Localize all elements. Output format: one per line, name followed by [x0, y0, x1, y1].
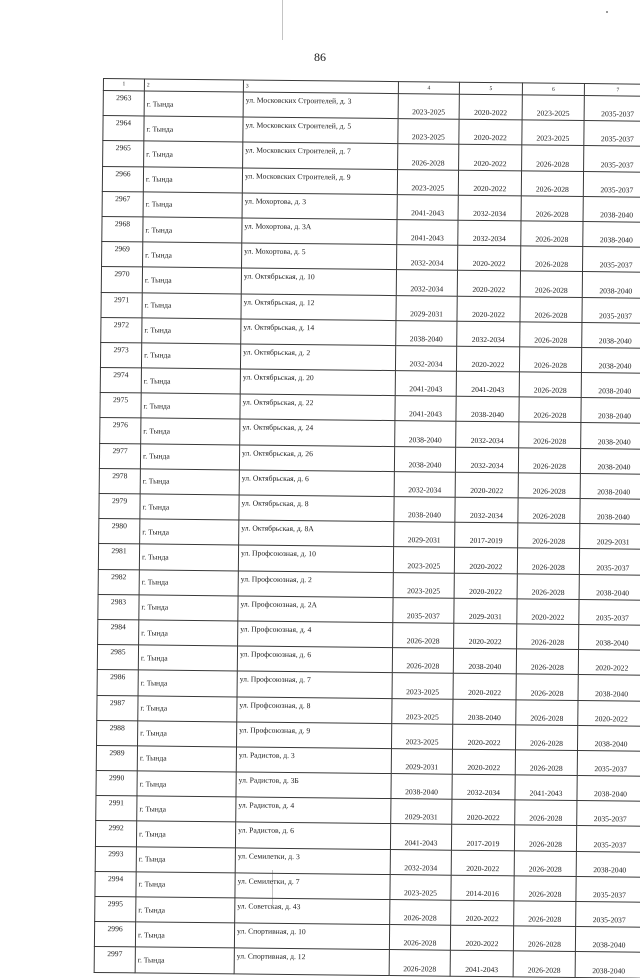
- period-col4-cell: 2029-2031: [394, 522, 455, 548]
- row-number-cell: 2977: [99, 443, 140, 469]
- period-col7-cell: 2038-2040: [575, 952, 640, 978]
- settlement-cell: г. Тында: [142, 318, 241, 344]
- period-col7-cell: 2035-2037: [584, 96, 640, 122]
- settlement-cell: г. Тында: [137, 746, 236, 772]
- address-cell: ул. Октябрьская, д. 22: [240, 394, 395, 421]
- row-number-cell: 2989: [96, 745, 137, 771]
- period-col5-cell: 2020-2022: [453, 674, 516, 700]
- period-col6-cell: 2026-2028: [521, 221, 583, 247]
- period-col7-cell: 2038-2040: [577, 776, 640, 802]
- address-cell: ул. Московских Строителей, д. 3: [243, 92, 398, 119]
- period-col7-cell: 2035-2037: [579, 599, 640, 625]
- period-col6-cell: 2026-2028: [521, 170, 583, 196]
- address-cell: ул. Советская, д. 43: [235, 898, 390, 925]
- period-col4-cell: 2023-2025: [398, 119, 459, 145]
- period-col6-cell: 2026-2028: [514, 901, 576, 927]
- settlement-cell: г. Тында: [141, 343, 240, 369]
- period-col5-cell: 2032-2034: [458, 220, 521, 246]
- address-cell: ул. Октябрьская, д. 10: [241, 268, 396, 295]
- settlement-cell: г. Тында: [144, 116, 243, 142]
- row-number-cell: 2990: [96, 771, 137, 797]
- settlement-cell: г. Тында: [140, 519, 239, 545]
- column-header: 7: [584, 84, 640, 97]
- address-cell: ул. Семилетки, д. 7: [235, 873, 390, 900]
- row-number-cell: 2991: [96, 796, 137, 822]
- period-col7-cell: 2035-2037: [576, 826, 640, 852]
- period-col7-cell: 2038-2040: [579, 624, 640, 650]
- period-col6-cell: 2026-2028: [516, 649, 578, 675]
- settlement-cell: г. Тында: [135, 922, 234, 948]
- period-col6-cell: 2026-2028: [515, 800, 577, 826]
- period-col7-cell: 2035-2037: [582, 247, 640, 273]
- address-cell: ул. Профсоюзная, д. 6: [237, 646, 392, 673]
- settlement-cell: г. Тында: [137, 771, 236, 797]
- settlement-cell: г. Тында: [136, 821, 235, 847]
- period-col6-cell: 2026-2028: [514, 876, 576, 902]
- address-cell: ул. Спортивная, д. 10: [234, 923, 389, 950]
- period-col6-cell: 2026-2028: [514, 825, 576, 851]
- address-cell: ул. Октябрьская, д. 14: [241, 319, 396, 346]
- period-col5-cell: 2038-2040: [456, 396, 519, 422]
- period-col7-cell: 2038-2040: [577, 725, 640, 751]
- period-col7-cell: 2035-2037: [584, 121, 640, 147]
- period-col4-cell: 2041-2043: [390, 824, 451, 850]
- column-header: 1: [103, 79, 144, 91]
- housing-schedule-table: [94, 78, 640, 978]
- period-col5-cell: 2020-2022: [458, 245, 521, 271]
- period-col5-cell: 2032-2034: [455, 447, 518, 473]
- period-col5-cell: 2020-2022: [452, 799, 515, 825]
- row-number-cell: 2967: [102, 191, 143, 217]
- address-cell: ул. Мохортова, д. 5: [242, 243, 397, 270]
- period-col6-cell: 2026-2028: [517, 624, 579, 650]
- period-col6-cell: 2026-2028: [520, 296, 582, 322]
- period-col6-cell: 2026-2028: [518, 498, 580, 524]
- period-col6-cell: 2020-2022: [517, 599, 579, 625]
- period-col5-cell: 2020-2022: [456, 346, 519, 372]
- settlement-cell: г. Тында: [141, 418, 240, 444]
- period-col4-cell: 2029-2031: [396, 295, 457, 321]
- period-col7-cell: 2020-2022: [578, 700, 640, 726]
- row-number-cell: 2968: [102, 216, 143, 242]
- address-cell: ул. Октябрьская, д. 6: [239, 470, 394, 497]
- document-sheet: [94, 78, 635, 978]
- period-col6-cell: 2023-2025: [522, 95, 584, 121]
- period-col6-cell: 2026-2028: [520, 271, 582, 297]
- row-number-cell: 2971: [101, 292, 142, 318]
- address-cell: ул. Профсоюзная, д. 2А: [238, 596, 393, 623]
- column-header: 2: [144, 79, 243, 92]
- period-col6-cell: 2026-2028: [518, 473, 580, 499]
- period-col4-cell: 2032-2034: [396, 270, 457, 296]
- address-cell: ул. Московских Строителей, д. 5: [243, 117, 398, 144]
- row-number-cell: 2979: [99, 493, 140, 519]
- address-cell: ул. Октябрьская, д. 26: [239, 445, 394, 472]
- period-col7-cell: 2038-2040: [581, 347, 640, 373]
- row-number-cell: 2997: [94, 947, 135, 973]
- settlement-cell: г. Тында: [139, 544, 238, 570]
- settlement-cell: г. Тында: [143, 242, 242, 268]
- address-cell: ул. Профсоюзная, д. 8: [237, 696, 392, 723]
- address-cell: ул. Радистов, д. 4: [236, 797, 391, 824]
- period-col6-cell: 2026-2028: [521, 196, 583, 222]
- period-col7-cell: 2038-2040: [580, 499, 640, 525]
- address-cell: ул. Радистов, д. 6: [235, 822, 390, 849]
- period-col6-cell: 2026-2028: [517, 573, 579, 599]
- period-col4-cell: 2026-2028: [389, 925, 450, 951]
- period-col6-cell: 2026-2028: [519, 422, 581, 448]
- period-col7-cell: 2038-2040: [581, 373, 640, 399]
- row-number-cell: 2993: [95, 846, 136, 872]
- period-col4-cell: 2032-2034: [395, 345, 456, 371]
- settlement-cell: г. Тында: [139, 595, 238, 621]
- period-col4-cell: 2023-2025: [391, 723, 452, 749]
- settlement-cell: г. Тында: [137, 796, 236, 822]
- address-cell: ул. Мохортова, д. 3А: [242, 218, 397, 245]
- row-number-cell: 2992: [95, 821, 136, 847]
- period-col5-cell: 2020-2022: [454, 623, 517, 649]
- settlement-cell: г. Тында: [144, 91, 243, 117]
- address-cell: ул. Профсоюзная, д. 2: [238, 571, 393, 598]
- period-col5-cell: 2020-2022: [457, 271, 520, 297]
- row-number-cell: 2973: [100, 342, 141, 368]
- settlement-cell: г. Тында: [140, 444, 239, 470]
- period-col7-cell: 2038-2040: [580, 448, 640, 474]
- settlement-cell: г. Тында: [141, 393, 240, 419]
- address-cell: ул. Октябрьская, д. 8: [239, 495, 394, 522]
- address-cell: ул. Профсоюзная, д. 7: [237, 671, 392, 698]
- period-col7-cell: 2038-2040: [583, 196, 640, 222]
- period-col4-cell: 2032-2034: [390, 849, 451, 875]
- row-number-cell: 2978: [99, 468, 140, 494]
- row-number-cell: 2985: [97, 645, 138, 671]
- row-number-cell: 2976: [100, 418, 141, 444]
- period-col7-cell: 2029-2031: [580, 524, 640, 550]
- row-number-cell: 2980: [99, 519, 140, 545]
- period-col6-cell: 2026-2028: [517, 548, 579, 574]
- period-col5-cell: 2020-2022: [451, 850, 514, 876]
- period-col4-cell: 2023-2025: [393, 547, 454, 573]
- period-col7-cell: 2035-2037: [583, 171, 640, 197]
- period-col7-cell: 2035-2037: [577, 750, 640, 776]
- period-col5-cell: 2020-2022: [459, 94, 522, 120]
- settlement-cell: г. Тында: [143, 166, 242, 192]
- settlement-cell: г. Тында: [136, 847, 235, 873]
- period-col5-cell: 2014-2016: [451, 875, 514, 901]
- period-col5-cell: 2020-2022: [457, 296, 520, 322]
- row-number-cell: 2995: [95, 896, 136, 922]
- period-col6-cell: 2026-2028: [518, 523, 580, 549]
- address-cell: ул. Семилетки, д. 3: [235, 848, 390, 875]
- settlement-cell: г. Тында: [138, 670, 237, 696]
- row-number-cell: 2996: [94, 922, 135, 948]
- period-col5-cell: 2032-2034: [458, 195, 521, 221]
- address-cell: ул. Профсоюзная, д. 9: [237, 722, 392, 749]
- address-cell: ул. Московских Строителей, д. 9: [242, 168, 397, 195]
- period-col5-cell: 2020-2022: [459, 119, 522, 145]
- address-cell: ул. Радистов, д. 3Б: [236, 772, 391, 799]
- period-col7-cell: 2035-2037: [576, 876, 640, 902]
- settlement-cell: г. Тында: [136, 897, 235, 923]
- period-col5-cell: 2032-2034: [452, 774, 515, 800]
- settlement-cell: г. Тында: [136, 872, 235, 898]
- period-col6-cell: 2026-2028: [515, 750, 577, 776]
- period-col7-cell: 2035-2037: [577, 801, 640, 827]
- address-cell: ул. Октябрьская, д. 12: [241, 293, 396, 320]
- period-col6-cell: 2026-2028: [513, 951, 575, 977]
- period-col7-cell: 2035-2037: [584, 146, 640, 172]
- period-col4-cell: 2041-2043: [397, 220, 458, 246]
- period-col4-cell: 2038-2040: [396, 320, 457, 346]
- column-header: 6: [522, 83, 584, 96]
- period-col4-cell: 2023-2025: [390, 874, 451, 900]
- table-row: [94, 947, 640, 978]
- row-number-cell: 2970: [101, 267, 142, 293]
- settlement-cell: г. Тында: [140, 494, 239, 520]
- period-col6-cell: 2023-2025: [522, 120, 584, 146]
- period-col5-cell: 2020-2022: [459, 145, 522, 171]
- period-col5-cell: 2029-2031: [454, 598, 517, 624]
- period-col4-cell: 2038-2040: [394, 446, 455, 472]
- address-cell: ул. Профсоюзная, д. 4: [238, 621, 393, 648]
- period-col6-cell: 2026-2028: [514, 850, 576, 876]
- settlement-cell: г. Тында: [139, 620, 238, 646]
- period-col6-cell: 2026-2028: [519, 347, 581, 373]
- address-cell: ул. Профсоюзная, д. 10: [238, 545, 393, 572]
- period-col4-cell: 2032-2034: [397, 245, 458, 271]
- settlement-cell: г. Тында: [142, 292, 241, 318]
- period-col4-cell: 2038-2040: [391, 774, 452, 800]
- period-col7-cell: 2035-2037: [579, 549, 640, 575]
- row-number-cell: 2972: [101, 317, 142, 343]
- period-col7-cell: 2038-2040: [576, 851, 640, 877]
- settlement-cell: г. Тында: [138, 721, 237, 747]
- period-col6-cell: 2026-2028: [522, 145, 584, 171]
- period-col4-cell: 2026-2028: [398, 144, 459, 170]
- row-number-cell: 2963: [103, 91, 144, 117]
- period-col5-cell: 2020-2022: [458, 170, 521, 196]
- period-col6-cell: 2026-2028: [516, 699, 578, 725]
- period-col5-cell: 2032-2034: [456, 422, 519, 448]
- row-number-cell: 2966: [102, 166, 143, 192]
- row-number-cell: 2986: [97, 670, 138, 696]
- period-col6-cell: 2026-2028: [516, 674, 578, 700]
- period-col4-cell: 2026-2028: [389, 950, 450, 976]
- column-header: 3: [243, 80, 398, 94]
- period-col4-cell: 2032-2034: [394, 471, 455, 497]
- period-col7-cell: 2038-2040: [582, 322, 640, 348]
- scan-mark: [282, 0, 283, 40]
- address-cell: ул. Мохортова, д. 3: [242, 193, 397, 220]
- period-col5-cell: 2020-2022: [455, 472, 518, 498]
- row-number-cell: 2975: [100, 393, 141, 419]
- period-col4-cell: 2041-2043: [397, 194, 458, 220]
- column-header: 5: [459, 82, 522, 95]
- period-col6-cell: 2026-2028: [515, 725, 577, 751]
- settlement-cell: г. Тында: [139, 569, 238, 595]
- period-col6-cell: 2026-2028: [518, 447, 580, 473]
- period-col5-cell: 2041-2043: [456, 371, 519, 397]
- period-col4-cell: 2041-2043: [395, 396, 456, 422]
- period-col7-cell: 2035-2037: [576, 901, 640, 927]
- row-number-cell: 2965: [103, 141, 144, 167]
- period-col6-cell: 2026-2028: [519, 397, 581, 423]
- row-number-cell: 2994: [95, 871, 136, 897]
- period-col7-cell: 2038-2040: [575, 927, 640, 953]
- period-col7-cell: 2038-2040: [579, 574, 640, 600]
- period-col5-cell: 2020-2022: [452, 724, 515, 750]
- settlement-cell: г. Тында: [143, 192, 242, 218]
- period-col6-cell: 2026-2028: [520, 246, 582, 272]
- period-col5-cell: 2020-2022: [451, 900, 514, 926]
- period-col5-cell: 2032-2034: [455, 497, 518, 523]
- address-cell: ул. Октябрьская, д. 24: [240, 419, 395, 446]
- row-number-cell: 2964: [103, 116, 144, 142]
- row-number-cell: 2987: [97, 695, 138, 721]
- row-number-cell: 2974: [100, 368, 141, 394]
- period-col6-cell: 2026-2028: [519, 372, 581, 398]
- period-col5-cell: 2017-2019: [451, 825, 514, 851]
- period-col7-cell: 2038-2040: [581, 398, 640, 424]
- row-number-cell: 2969: [102, 242, 143, 268]
- period-col7-cell: 2035-2037: [582, 297, 640, 323]
- address-cell: ул. Радистов, д. 3: [236, 747, 391, 774]
- period-col6-cell: 2041-2043: [515, 775, 577, 801]
- row-number-cell: 2982: [98, 569, 139, 595]
- period-col7-cell: 2038-2040: [582, 272, 640, 298]
- period-col4-cell: 2026-2028: [393, 623, 454, 649]
- period-col6-cell: 2026-2028: [513, 926, 575, 952]
- settlement-cell: г. Тында: [138, 645, 237, 671]
- period-col5-cell: 2020-2022: [452, 749, 515, 775]
- period-col4-cell: 2023-2025: [398, 94, 459, 120]
- address-cell: ул. Октябрьская, д. 2: [240, 344, 395, 371]
- period-col7-cell: 2038-2040: [580, 473, 640, 499]
- address-cell: ул. Октябрьская, д. 8А: [239, 520, 394, 547]
- period-col5-cell: 2038-2040: [453, 699, 516, 725]
- settlement-cell: г. Тында: [142, 267, 241, 293]
- period-col5-cell: 2020-2022: [454, 573, 517, 599]
- row-number-cell: 2988: [97, 720, 138, 746]
- period-col7-cell: 2038-2040: [581, 423, 640, 449]
- period-col4-cell: 2023-2025: [392, 673, 453, 699]
- settlement-cell: г. Тында: [135, 947, 234, 973]
- period-col4-cell: 2038-2040: [395, 421, 456, 447]
- settlement-cell: г. Тында: [144, 141, 243, 167]
- period-col7-cell: 2038-2040: [583, 221, 640, 247]
- period-col6-cell: 2026-2028: [520, 322, 582, 348]
- period-col5-cell: 2020-2022: [454, 548, 517, 574]
- period-col4-cell: 2023-2025: [397, 169, 458, 195]
- address-cell: ул. Октябрьская, д. 20: [240, 369, 395, 396]
- period-col4-cell: 2026-2028: [392, 648, 453, 674]
- settlement-cell: г. Тында: [140, 469, 239, 495]
- period-col5-cell: 2020-2022: [450, 925, 513, 951]
- period-col4-cell: 2038-2040: [394, 497, 455, 523]
- scan-mark: [606, 11, 608, 13]
- period-col4-cell: 2035-2037: [393, 597, 454, 623]
- settlement-cell: г. Тында: [138, 695, 237, 721]
- address-cell: ул. Московских Строителей, д. 7: [243, 142, 398, 169]
- row-number-cell: 2983: [98, 594, 139, 620]
- period-col4-cell: 2026-2028: [390, 900, 451, 926]
- settlement-cell: г. Тында: [141, 368, 240, 394]
- row-number-cell: 2984: [98, 619, 139, 645]
- period-col5-cell: 2017-2019: [455, 522, 518, 548]
- page-number: 86: [314, 50, 326, 64]
- row-number-cell: 2981: [98, 544, 139, 570]
- period-col5-cell: 2038-2040: [453, 648, 516, 674]
- period-col4-cell: 2023-2025: [392, 698, 453, 724]
- period-col5-cell: 2041-2043: [450, 951, 513, 977]
- settlement-cell: г. Тында: [143, 217, 242, 243]
- period-col7-cell: 2038-2040: [578, 675, 640, 701]
- period-col4-cell: 2029-2031: [391, 799, 452, 825]
- period-col4-cell: 2041-2043: [395, 371, 456, 397]
- address-cell: ул. Спортивная, д. 12: [234, 948, 389, 975]
- period-col7-cell: 2020-2022: [578, 650, 640, 676]
- period-col4-cell: 2023-2025: [393, 572, 454, 598]
- period-col4-cell: 2029-2031: [391, 748, 452, 774]
- period-col5-cell: 2032-2034: [457, 321, 520, 347]
- column-header: 4: [398, 82, 459, 95]
- table-body: [94, 91, 640, 978]
